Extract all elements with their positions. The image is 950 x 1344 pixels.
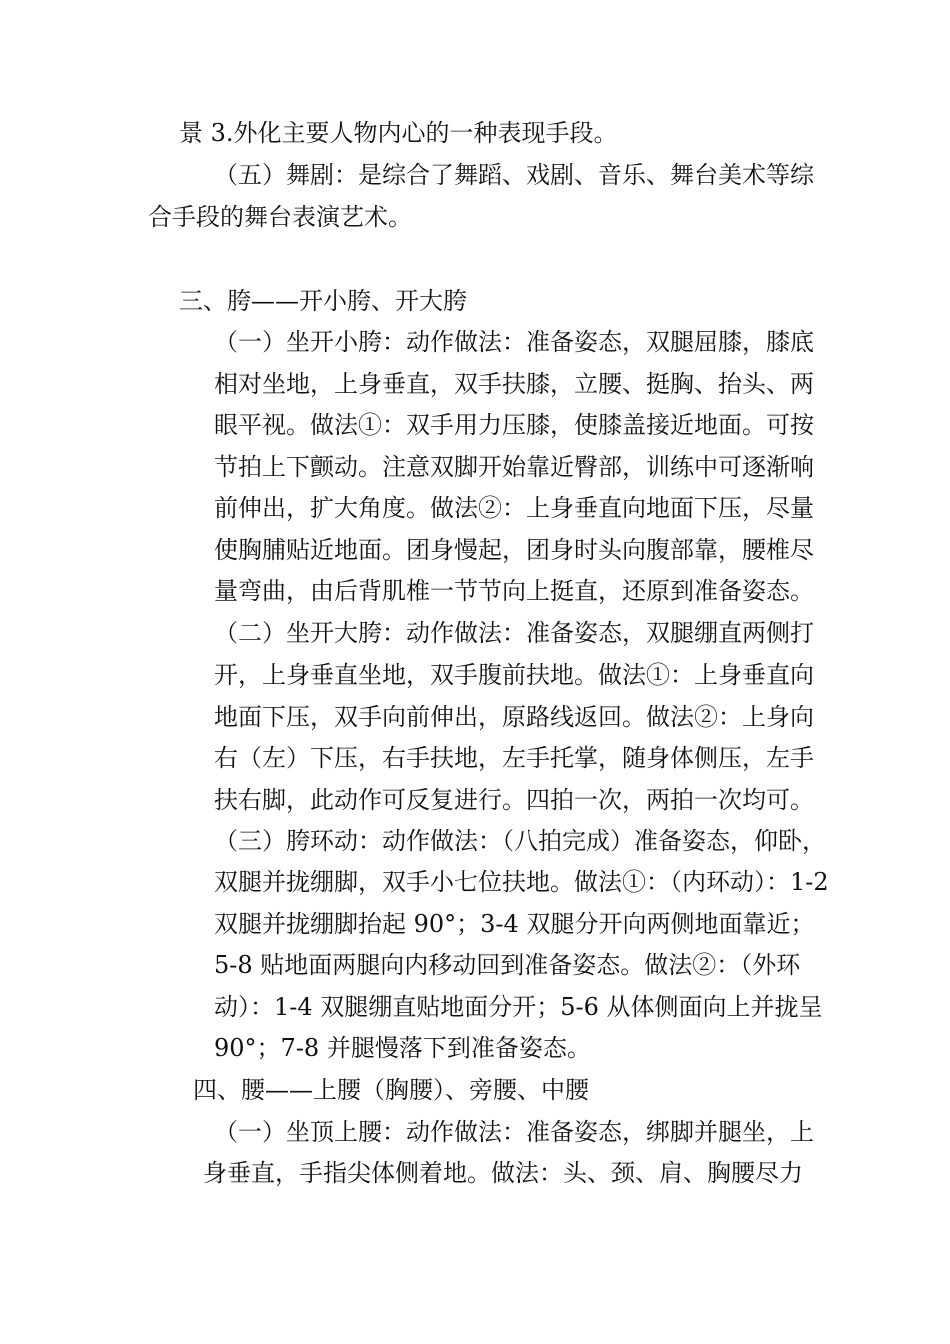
text-line: 合手段的舞台表演艺术。	[148, 203, 412, 231]
text-line: 节拍上下颤动。注意双脚开始靠近臀部，训练中可逐渐响	[214, 453, 814, 481]
text-line: 扶右脚，此动作可反复进行。四拍一次，两拍一次均可。	[214, 786, 814, 814]
text-line: 5-8 贴地面两腿向内移动回到准备姿态。做法②：（外环	[214, 951, 801, 979]
text-line: （一）坐顶上腰：动作做法：准备姿态，绑脚并腿坐，上	[214, 1118, 814, 1146]
text-line: 量弯曲，由后背肌椎一节节向上挺直，还原到准备姿态。	[214, 577, 814, 605]
text-line: 景 3.外化主要人物内心的一种表现手段。	[179, 119, 618, 147]
text-line: 双腿并拢绷脚，双手小七位扶地。做法①：（内环动）：1-2	[214, 868, 829, 896]
text-line: 双腿并拢绷脚抬起 90°；3-4 双腿分开向两侧地面靠近；	[214, 910, 815, 938]
text-line: 90°；7-8 并腿慢落下到准备姿态。	[214, 1034, 591, 1062]
text-line: （一）坐开小胯：动作做法：准备姿态，双腿屈膝，膝底	[214, 328, 814, 356]
section-heading: 三、胯——开小胯、开大胯	[179, 287, 467, 315]
text-line: （五）舞剧：是综合了舞蹈、戏剧、音乐、舞台美术等综	[214, 161, 814, 189]
text-line: 前伸出，扩大角度。做法②：上身垂直向地面下压，尽量	[214, 494, 814, 522]
text-line: （三）胯环动：动作做法：（八拍完成）准备姿态，仰卧，	[214, 827, 826, 855]
text-line: 开，上身垂直坐地，双手腹前扶地。做法①：上身垂直向	[214, 661, 814, 689]
text-line: （二）坐开大胯：动作做法：准备姿态，双腿绷直两侧打	[214, 619, 814, 647]
text-line: 身垂直，手指尖体侧着地。做法：头、颈、肩、胸腰尽力	[203, 1159, 803, 1187]
text-line: 动）：1-4 双腿绷直贴地面分开；5-6 从体侧面向上并拢呈	[214, 993, 823, 1021]
section-heading: 四、腰——上腰（胸腰）、旁腰、中腰	[193, 1076, 589, 1104]
text-line: 地面下压，双手向前伸出，原路线返回。做法②：上身向	[214, 703, 814, 731]
text-line: 使胸脯贴近地面。团身慢起，团身时头向腹部靠，腰椎尽	[214, 536, 814, 564]
text-line: 眼平视。做法①：双手用力压膝，使膝盖接近地面。可按	[214, 411, 814, 439]
text-line: 右（左）下压，右手扶地，左手托掌，随身体侧压，左手	[214, 744, 814, 772]
text-line: 相对坐地，上身垂直，双手扶膝，立腰、挺胸、抬头、两	[214, 370, 814, 398]
